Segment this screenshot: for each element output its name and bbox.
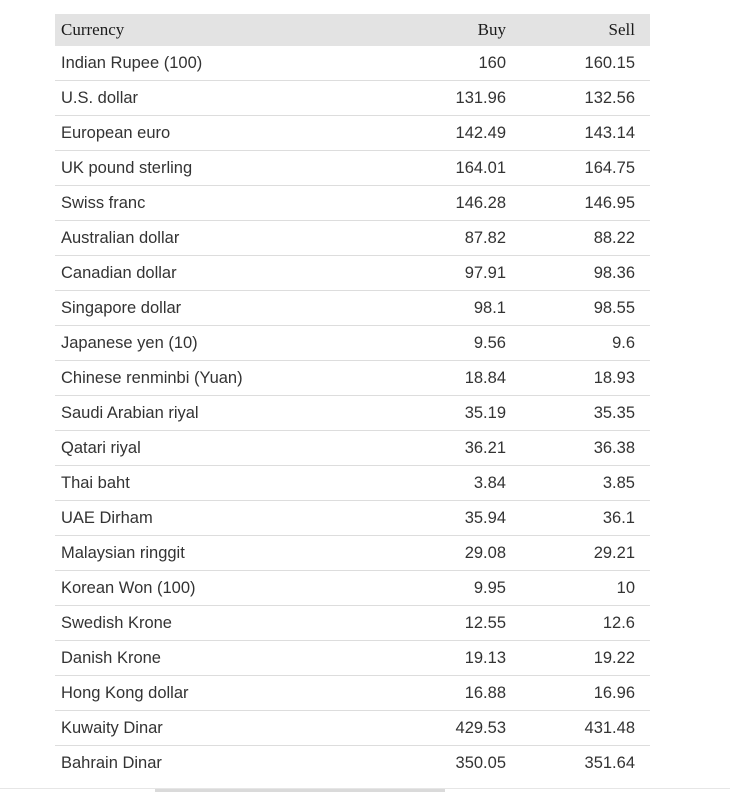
currency-name-cell: Singapore dollar [55,291,395,326]
currency-name-cell: Swiss franc [55,186,395,221]
buy-rate-cell: 87.82 [395,221,520,256]
sell-rate-cell: 143.14 [520,116,650,151]
currency-name-cell: Canadian dollar [55,256,395,291]
table-row [55,151,650,186]
sell-rate-cell: 10 [520,571,650,606]
currency-name-cell: Hong Kong dollar [55,676,395,711]
currency-name-cell: European euro [55,116,395,151]
table-row [55,676,650,711]
table-row [55,641,650,676]
table-row [55,536,650,571]
table-row [55,256,650,291]
buy-rate-cell: 12.55 [395,606,520,641]
sell-rate-cell: 36.38 [520,431,650,466]
sell-rate-cell: 88.22 [520,221,650,256]
table-row [55,501,650,536]
table-row [55,606,650,641]
sell-rate-cell: 98.55 [520,291,650,326]
buy-rate-cell: 131.96 [395,81,520,116]
table-row [55,116,650,151]
sell-rate-cell: 146.95 [520,186,650,221]
currency-name-cell: UK pound sterling [55,151,395,186]
sell-rate-cell: 36.1 [520,501,650,536]
sell-rate-cell: 29.21 [520,536,650,571]
buy-rate-cell: 142.49 [395,116,520,151]
table-row [55,46,650,81]
buy-rate-cell: 429.53 [395,711,520,746]
currency-name-cell: Bahrain Dinar [61,753,162,772]
sell-rate-cell: 160.15 [520,46,650,81]
table-row [55,711,650,746]
currency-name-cell: Australian dollar [55,221,395,256]
header-sell: Sell [520,14,650,46]
table-row [55,571,650,606]
sell-rate-cell: 132.56 [520,81,650,116]
exchange-rate-table-container [55,14,650,780]
sell-rate-cell: 16.96 [520,676,650,711]
buy-rate-cell: 19.13 [395,641,520,676]
currency-name-cell: Saudi Arabian riyal [55,396,395,431]
buy-rate-cell: 160 [395,46,520,81]
table-row [55,81,650,116]
table-row [55,291,650,326]
table-header-row [55,14,650,46]
sell-rate-cell: 3.85 [520,466,650,501]
sell-rate-cell: 19.22 [520,641,650,676]
table-row [55,186,650,221]
currency-name-cell: Chinese renminbi (Yuan) [55,361,395,396]
currency-name-cell: Qatari riyal [55,431,395,466]
sell-rate-cell: 98.36 [520,256,650,291]
exchange-rate-table [55,14,650,780]
currency-name-cell: Indian Rupee (100) [55,46,395,81]
table-row [55,221,650,256]
table-row [55,746,650,781]
sell-rate-cell: 9.6 [520,326,650,361]
currency-name-cell: Thai baht [55,466,395,501]
table-row [55,396,650,431]
table-header [55,14,650,46]
buy-rate-cell: 9.95 [395,571,520,606]
buy-rate-cell: 350.05 [455,753,506,772]
sell-rate-cell: 35.35 [520,396,650,431]
buy-rate-cell: 35.94 [395,501,520,536]
buy-rate-cell: 9.56 [395,326,520,361]
table-row [55,361,650,396]
buy-rate-cell: 146.28 [395,186,520,221]
currency-name-cell: Malaysian ringgit [55,536,395,571]
header-buy: Buy [395,14,520,46]
currency-name-cell: Korean Won (100) [55,571,395,606]
sell-rate-cell: 431.48 [520,711,650,746]
buy-rate-cell: 16.88 [395,676,520,711]
sell-rate-cell: 164.75 [520,151,650,186]
sell-rate-cell: 351.64 [584,753,635,772]
sell-rate-cell: 12.6 [520,606,650,641]
currency-name-cell: Japanese yen (10) [55,326,395,361]
currency-name-cell: Swedish Krone [55,606,395,641]
header-currency: Currency [55,14,395,46]
table-row [55,431,650,466]
buy-rate-cell: 29.08 [395,536,520,571]
currency-name-cell: Kuwaity Dinar [55,711,395,746]
sell-rate-cell: 18.93 [520,361,650,396]
currency-name-cell: U.S. dollar [55,81,395,116]
table-body [55,46,650,780]
buy-rate-cell: 18.84 [395,361,520,396]
table-row [55,326,650,361]
buy-rate-cell: 164.01 [395,151,520,186]
buy-rate-cell: 98.1 [395,291,520,326]
currency-name-cell: UAE Dirham [55,501,395,536]
buy-rate-cell: 35.19 [395,396,520,431]
buy-rate-cell: 3.84 [395,466,520,501]
table-row [55,466,650,501]
currency-name-cell: Danish Krone [55,641,395,676]
buy-rate-cell: 97.91 [395,256,520,291]
buy-rate-cell: 36.21 [395,431,520,466]
